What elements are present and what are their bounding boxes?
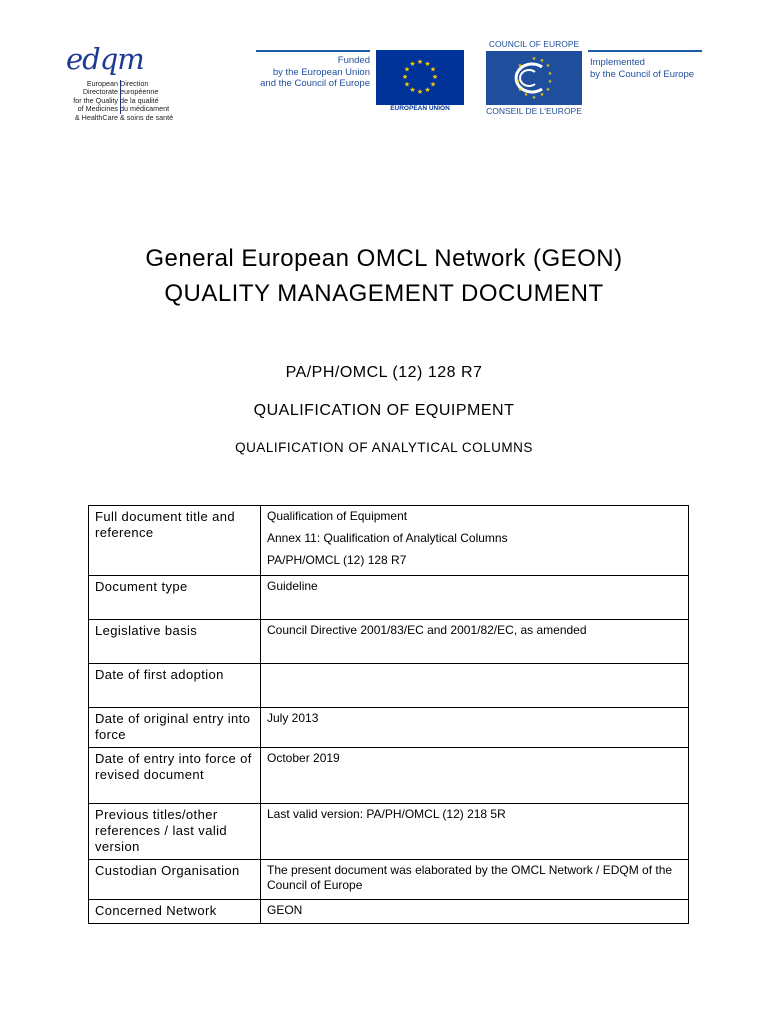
svg-text:★: ★ xyxy=(545,63,551,69)
row-label: Previous titles/other references / last valid version xyxy=(89,804,261,860)
funded-line: Funded xyxy=(337,55,370,66)
funded-rule xyxy=(256,50,370,52)
table-row xyxy=(89,860,689,900)
coe-emblem-icon xyxy=(486,51,582,105)
svg-text:★: ★ xyxy=(431,73,439,81)
coe-name-en: COUNCIL OF EUROPE xyxy=(488,39,580,49)
svg-text:★: ★ xyxy=(416,58,424,66)
svg-text:★: ★ xyxy=(401,73,409,81)
document-annex-title: QUALIFICATION OF ANALYTICAL COLUMNS xyxy=(235,440,533,455)
row-label: Date of original entry into force xyxy=(89,708,261,748)
value-line: Annex 11: Qualification of Analytical Columns xyxy=(267,531,508,545)
implemented-line: by the Council of Europe xyxy=(590,68,695,80)
document-title-line1: General European OMCL Network (GEON) xyxy=(145,245,623,272)
edqm-en-line: & HealthCare xyxy=(74,112,118,122)
table-row xyxy=(89,748,689,804)
row-value xyxy=(261,664,689,708)
document-reference: PA/PH/OMCL (12) 128 R7 xyxy=(285,364,483,381)
table-row xyxy=(89,576,689,620)
row-value: July 2013 xyxy=(261,708,689,748)
edqm-en-line: European Directorate xyxy=(82,79,118,97)
implemented-by-text xyxy=(590,57,730,80)
edqm-fr-line: du médicament xyxy=(120,104,170,114)
svg-text:★: ★ xyxy=(429,65,437,74)
table-row xyxy=(89,620,689,664)
svg-text:★: ★ xyxy=(409,60,416,68)
svg-text:★: ★ xyxy=(539,58,545,64)
eu-label: EUROPEAN UNION xyxy=(390,105,450,112)
row-value xyxy=(261,506,689,576)
row-value: Guideline xyxy=(261,576,689,620)
implemented-rule xyxy=(588,50,702,52)
funded-line: and the Council of Europe xyxy=(260,78,370,89)
implemented-line: Implemented xyxy=(590,57,645,68)
edqm-logo xyxy=(58,42,188,122)
funded-by-text xyxy=(236,55,370,90)
eu-stars-icon xyxy=(376,50,464,105)
funded-line: by the European Union xyxy=(272,66,370,78)
svg-text:★: ★ xyxy=(517,87,523,93)
svg-text:★: ★ xyxy=(429,80,437,89)
eu-flag-logo xyxy=(376,50,464,105)
svg-text:★: ★ xyxy=(515,79,521,85)
row-value: October 2019 xyxy=(261,748,689,804)
table-row xyxy=(89,804,689,860)
row-label: Legislative basis xyxy=(89,620,261,664)
svg-text:★: ★ xyxy=(403,65,411,74)
edqm-fr-line: Direction européenne xyxy=(120,79,159,97)
row-value: GEON xyxy=(261,900,689,924)
coe-logo xyxy=(486,51,582,105)
edqm-en-line: of Medicines xyxy=(77,104,118,114)
svg-text:★: ★ xyxy=(424,86,431,94)
edqm-french-name xyxy=(120,80,182,122)
edqm-en-line: for the Quality xyxy=(73,95,118,105)
row-label: Concerned Network xyxy=(89,900,261,924)
row-label: Date of entry into force of revised document xyxy=(89,748,261,804)
svg-text:★: ★ xyxy=(531,95,537,101)
svg-text:★: ★ xyxy=(531,56,537,62)
table-row xyxy=(89,708,689,748)
value-line: PA/PH/OMCL (12) 128 R7 xyxy=(267,553,407,567)
document-subtitle: QUALIFICATION OF EQUIPMENT xyxy=(253,402,515,419)
table-row xyxy=(89,506,689,576)
row-value: The present document was elaborated by the OMCL Network / EDQM of the Council of Europe xyxy=(261,860,689,900)
svg-text:★: ★ xyxy=(539,92,545,98)
svg-text:★: ★ xyxy=(523,92,529,98)
svg-text:★: ★ xyxy=(545,87,551,93)
svg-text:★: ★ xyxy=(416,88,424,96)
document-title-line2: QUALITY MANAGEMENT DOCUMENT xyxy=(164,280,604,307)
svg-text:★: ★ xyxy=(424,60,431,68)
row-label: Date of first adoption xyxy=(89,664,261,708)
row-label: Document type xyxy=(89,576,261,620)
row-label: Full document title and reference xyxy=(89,506,261,576)
row-value: Council Directive 2001/83/EC and 2001/82/EC, as amended xyxy=(261,620,689,664)
row-label: Custodian Organisation xyxy=(89,860,261,900)
svg-text:★: ★ xyxy=(547,79,553,85)
svg-text:★: ★ xyxy=(547,71,553,77)
value-line: Qualification of Equipment xyxy=(267,509,408,523)
document-metadata-table xyxy=(88,505,689,924)
edqm-english-name xyxy=(56,80,118,122)
table-row xyxy=(89,900,689,924)
table-row xyxy=(89,664,689,708)
svg-text:★: ★ xyxy=(403,80,411,89)
svg-text:★: ★ xyxy=(517,63,523,69)
edqm-fr-line: de la qualité xyxy=(120,95,159,105)
coe-name-fr: CONSEIL DE L'EUROPE xyxy=(486,106,582,116)
edqm-wordmark: edqm xyxy=(66,42,144,76)
edqm-fr-line: & soins de santé xyxy=(120,112,174,122)
svg-text:★: ★ xyxy=(409,86,416,94)
row-value: Last valid version: PA/PH/OMCL (12) 218 5R xyxy=(261,804,689,860)
